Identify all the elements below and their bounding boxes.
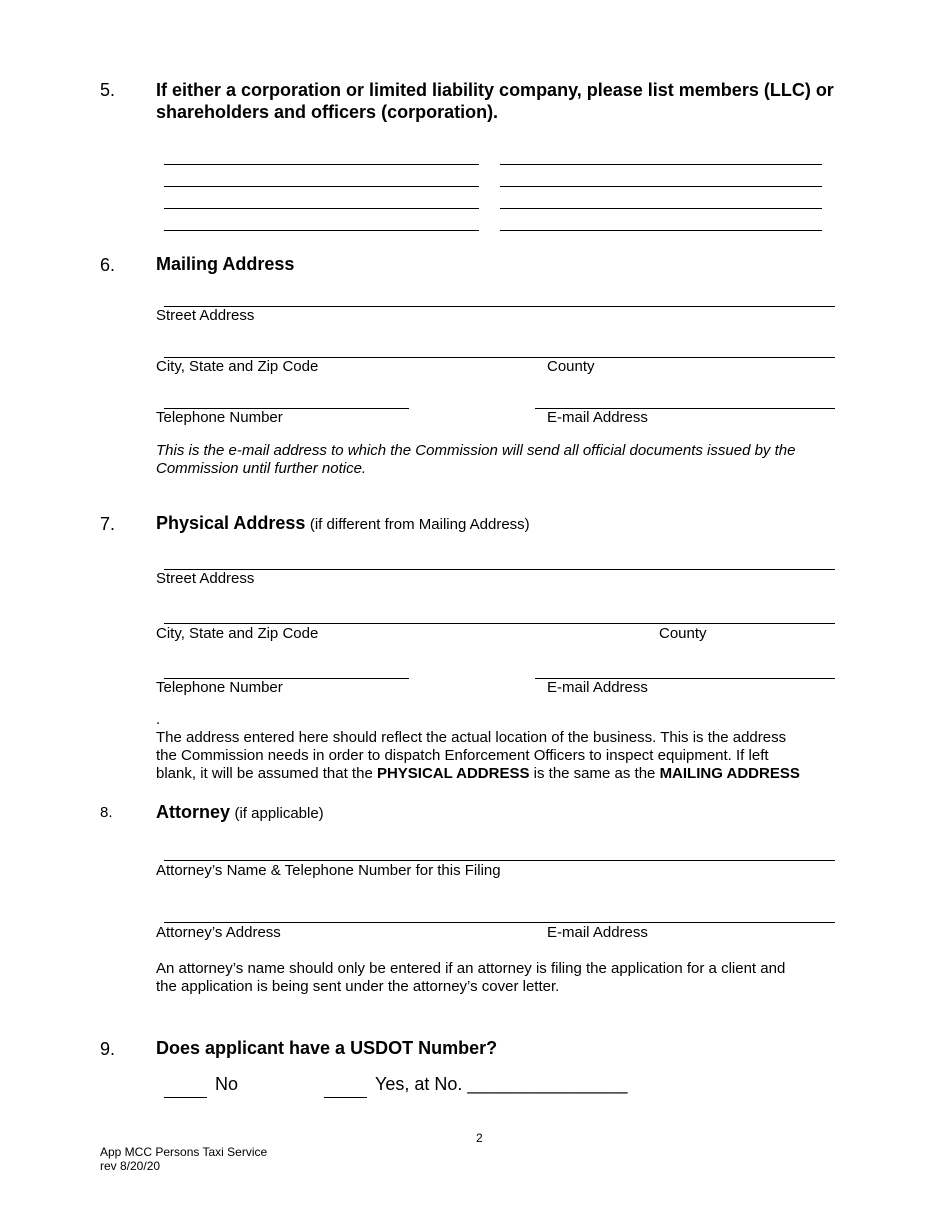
- attorney-address-email-field[interactable]: [164, 922, 835, 923]
- usdot-no-label: No: [215, 1074, 239, 1094]
- physical-city-county-field[interactable]: [164, 623, 835, 624]
- usdot-no-checkline[interactable]: [164, 1097, 207, 1098]
- physical-note-line3-c: is the same as the: [529, 765, 660, 782]
- mailing-city-label: City, State and Zip Code: [156, 358, 319, 375]
- physical-dot: .: [156, 711, 161, 728]
- section-8-title: Attorney: [156, 802, 231, 822]
- member-line-right-2[interactable]: [500, 186, 822, 187]
- mailing-phone-label: Telephone Number: [156, 409, 283, 426]
- attorney-note-line1: An attorney’s name should only be entered if an attorney is filing the application for a client and: [156, 960, 786, 977]
- section-7-heading: [156, 513, 530, 534]
- physical-note-line3-a: blank, it will be assumed that the: [156, 765, 377, 782]
- mailing-email-note-line1: This is the e-mail address to which the Commission will send all official documents issued by the: [156, 442, 796, 459]
- section-9-number: 9.: [100, 1039, 116, 1059]
- attorney-name-phone-field[interactable]: [164, 860, 835, 861]
- section-7-number: 7.: [100, 514, 116, 534]
- member-line-right-3[interactable]: [500, 208, 822, 209]
- mailing-email-label: E-mail Address: [547, 409, 648, 426]
- attorney-name-label: Attorney’s Name & Telephone Number for this Filing: [156, 862, 501, 879]
- physical-street-field[interactable]: [164, 569, 835, 570]
- member-line-right-1[interactable]: [500, 164, 822, 165]
- physical-county-label: County: [659, 625, 707, 642]
- physical-city-label: City, State and Zip Code: [156, 625, 319, 642]
- section-6-heading: Mailing Address: [156, 254, 295, 274]
- mailing-county-label: County: [547, 358, 595, 375]
- usdot-yes-checkline[interactable]: [324, 1097, 367, 1098]
- physical-street-label: Street Address: [156, 570, 255, 587]
- physical-note-line1: The address entered here should reflect the actual location of the business. This is the address: [156, 729, 787, 746]
- usdot-yes-label: Yes, at No. ________________: [375, 1074, 628, 1094]
- form-revision: rev 8/20/20: [100, 1159, 161, 1173]
- form-name: App MCC Persons Taxi Service: [100, 1145, 268, 1159]
- section-9-heading: Does applicant have a USDOT Number?: [156, 1038, 498, 1058]
- section-7-title: Physical Address: [156, 513, 306, 533]
- mailing-street-field[interactable]: [164, 306, 835, 307]
- section-8-heading: [156, 802, 324, 823]
- section-5-number: 5.: [100, 80, 116, 100]
- mailing-address-term: MAILING ADDRESS: [659, 765, 800, 782]
- attorney-address-label: Attorney’s Address: [156, 924, 281, 941]
- member-line-left-1[interactable]: [164, 164, 479, 165]
- member-line-left-3[interactable]: [164, 208, 479, 209]
- section-5-heading-line1: If either a corporation or limited liability company, please list members (LLC) or: [156, 80, 834, 100]
- physical-email-label: E-mail Address: [547, 679, 648, 696]
- page-number: 2: [476, 1131, 483, 1145]
- physical-note-line2: the Commission needs in order to dispatch Enforcement Officers to inspect equipment. If left: [156, 747, 769, 764]
- member-line-left-2[interactable]: [164, 186, 479, 187]
- section-6-number: 6.: [100, 255, 116, 275]
- section-8-subtitle: (if applicable): [234, 805, 324, 822]
- section-8-number: 8.: [100, 804, 113, 821]
- attorney-note-line2: the application is being sent under the attorney’s cover letter.: [156, 978, 560, 995]
- attorney-email-label: E-mail Address: [547, 924, 648, 941]
- section-5-heading-line2: shareholders and officers (corporation).: [156, 102, 499, 122]
- member-line-left-4[interactable]: [164, 230, 479, 231]
- section-7-subtitle: (if different from Mailing Address): [309, 516, 530, 533]
- physical-phone-label: Telephone Number: [156, 679, 283, 696]
- member-line-right-4[interactable]: [500, 230, 822, 231]
- physical-note-line3: [156, 765, 800, 783]
- mailing-email-note-line2: Commission until further notice.: [156, 460, 367, 477]
- mailing-street-label: Street Address: [156, 307, 255, 324]
- physical-address-term: PHYSICAL ADDRESS: [376, 765, 530, 782]
